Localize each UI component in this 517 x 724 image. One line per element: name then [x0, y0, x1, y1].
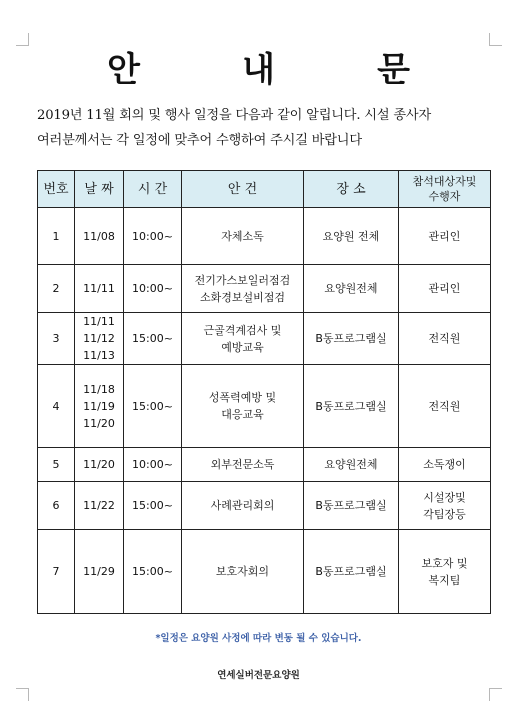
cell-place: B동프로그램실	[304, 482, 399, 530]
title-char: 내	[242, 50, 275, 90]
cell-place: B동프로그램실	[304, 530, 399, 614]
target-line: 시설장및	[423, 490, 466, 504]
cell-no: 3	[38, 313, 75, 365]
cell-no: 1	[38, 208, 75, 265]
date-line: 11/12	[83, 332, 115, 345]
cell-date	[75, 265, 124, 313]
intro-line: 여러분께서는 각 일정에 맞추어 수행하여 주시길 바랍니다	[37, 133, 362, 148]
cell-date	[75, 448, 124, 482]
cell-item	[182, 448, 304, 482]
target-line: 보호자 및	[421, 556, 468, 570]
cell-target	[399, 482, 491, 530]
item-line: 외부전문소독	[210, 458, 275, 471]
cell-place: 요양원전체	[304, 448, 399, 482]
table-row	[38, 448, 491, 482]
cell-target	[399, 448, 491, 482]
date-line: 11/20	[83, 458, 115, 471]
date-line: 11/18	[83, 382, 115, 396]
target-line: 소독쟁이	[423, 458, 466, 471]
table-row	[38, 313, 491, 365]
item-line: 사례관리회의	[210, 499, 275, 512]
date-line: 11/29	[83, 565, 115, 578]
crop-mark-bottom-left	[16, 688, 29, 701]
cell-time: 15:00~	[124, 482, 182, 530]
cell-item	[182, 313, 304, 365]
item-line: 자체소독	[221, 229, 264, 243]
date-line: 11/08	[83, 229, 115, 243]
cell-date	[75, 530, 124, 614]
table-row	[38, 365, 491, 448]
date-line: 11/11	[83, 282, 115, 295]
target-line: 관리인	[428, 282, 461, 295]
item-line: 예방교육	[221, 340, 264, 354]
item-line: 소화경보설비점검	[199, 290, 285, 304]
cell-item	[182, 265, 304, 313]
cell-no: 5	[38, 448, 75, 482]
cell-no: 2	[38, 265, 75, 313]
cell-place: B동프로그램실	[304, 313, 399, 365]
cell-date	[75, 482, 124, 530]
item-line: 전기가스보일러점검	[194, 273, 291, 287]
cell-target	[399, 313, 491, 365]
cell-item	[182, 482, 304, 530]
target-line: 관리인	[428, 229, 461, 243]
intro-line: 2019년 11월 회의 및 행사 일정을 다음과 같이 알립니다. 시설 종사자	[37, 108, 431, 123]
date-line: 11/11	[83, 315, 115, 328]
cell-no: 6	[38, 482, 75, 530]
header-target-line: 참석대상자및	[412, 175, 477, 188]
schedule-table	[37, 170, 491, 614]
cell-target	[399, 365, 491, 448]
document-title	[0, 42, 517, 92]
header-target	[399, 171, 491, 208]
cell-date	[75, 313, 124, 365]
cell-target	[399, 208, 491, 265]
date-line: 11/20	[83, 416, 115, 430]
target-line: 복지팀	[428, 573, 461, 587]
cell-place: 요양원 전체	[304, 208, 399, 265]
title-char: 안	[107, 50, 140, 90]
table-row	[38, 265, 491, 313]
schedule-note: *일정은 요양원 사정에 따라 변동 될 수 있습니다.	[155, 633, 362, 644]
header-place: 장 소	[304, 171, 399, 208]
cell-item	[182, 365, 304, 448]
item-line: 보호자회의	[215, 565, 270, 578]
cell-place: 요양원전체	[304, 265, 399, 313]
cell-time: 10:00~	[124, 208, 182, 265]
header-target-line: 수행자	[428, 190, 461, 203]
cell-date	[75, 208, 124, 265]
crop-mark-bottom-right	[489, 688, 502, 701]
item-line: 성폭력예방 및	[208, 391, 277, 404]
cell-time: 15:00~	[124, 365, 182, 448]
cell-no: 7	[38, 530, 75, 614]
table-row	[38, 482, 491, 530]
cell-item	[182, 530, 304, 614]
table-row	[38, 530, 491, 614]
cell-time: 15:00~	[124, 313, 182, 365]
table-header-row	[38, 171, 491, 208]
cell-date	[75, 365, 124, 448]
header-date: 날 짜	[75, 171, 124, 208]
cell-place: B동프로그램실	[304, 365, 399, 448]
cell-no: 4	[38, 365, 75, 448]
item-line: 대응교육	[221, 408, 264, 421]
cell-item	[182, 208, 304, 265]
cell-time: 10:00~	[124, 265, 182, 313]
cell-time: 10:00~	[124, 448, 182, 482]
date-line: 11/19	[83, 399, 115, 413]
cell-target	[399, 530, 491, 614]
organization-name: 연세실버전문요양원	[217, 670, 300, 681]
target-line: 각팀장등	[423, 507, 466, 521]
date-line: 11/22	[83, 499, 115, 512]
target-line: 전직원	[428, 399, 461, 413]
cell-target	[399, 265, 491, 313]
header-time: 시 간	[124, 171, 182, 208]
intro-paragraph	[37, 103, 492, 153]
title-char: 문	[377, 50, 410, 90]
target-line: 전직원	[428, 332, 461, 345]
header-no: 번호	[38, 171, 75, 208]
header-item: 안 건	[182, 171, 304, 208]
item-line: 근골격계검사 및	[203, 323, 282, 337]
table-row	[38, 208, 491, 265]
date-line: 11/13	[83, 349, 115, 362]
cell-time: 15:00~	[124, 530, 182, 614]
